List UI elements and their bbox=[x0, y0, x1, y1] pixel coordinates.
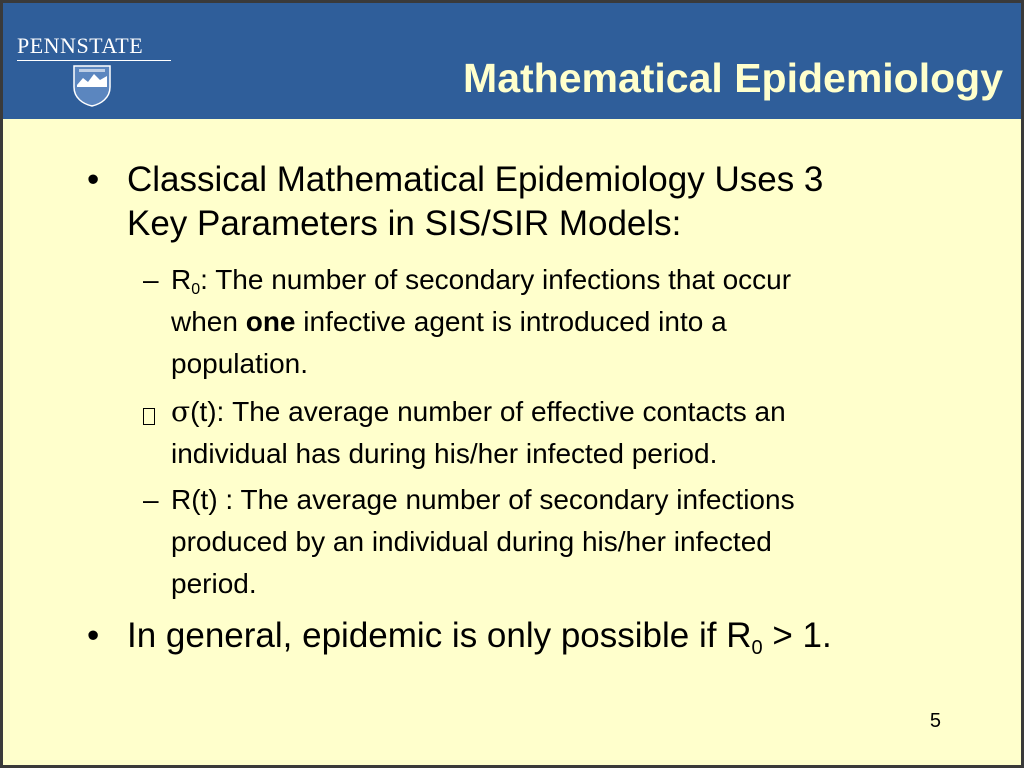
logo-wordmark: PENNSTATE bbox=[17, 33, 144, 58]
r0-subscript: 0 bbox=[751, 637, 763, 659]
bullet-text-line: Classical Mathematical Epidemiology Uses 3 bbox=[127, 160, 824, 199]
sigma-definition: (t): The average number of effective contacts an bbox=[190, 396, 786, 427]
shield-icon bbox=[73, 65, 111, 107]
missing-glyph-box-icon bbox=[143, 393, 155, 435]
slide-header bbox=[3, 3, 1021, 119]
r0-subscript: 0 bbox=[191, 281, 201, 298]
bullet-text-line: Key Parameters in SIS/SIR Models: bbox=[127, 204, 682, 243]
emphasis-one: one bbox=[245, 306, 296, 337]
sub-bullet-line bbox=[171, 391, 786, 433]
page-number: 5 bbox=[929, 710, 941, 732]
logo-rule bbox=[17, 60, 171, 61]
sub-bullet-line: period. bbox=[171, 568, 257, 599]
sub-bullet-line bbox=[171, 301, 727, 343]
sub-bullet-line: produced by an individual during his/her infected bbox=[171, 526, 772, 557]
dash-marker: – bbox=[143, 264, 159, 295]
dash-marker: – bbox=[143, 484, 159, 515]
sub-bullet-line: R(t) : The average number of secondary infections bbox=[171, 484, 795, 515]
pennstate-logo bbox=[13, 33, 175, 113]
text-segment: when bbox=[171, 306, 246, 337]
r0-definition: : The number of secondary infections that occur bbox=[200, 264, 792, 295]
bullet-marker: • bbox=[87, 616, 100, 655]
sub-bullet-line: individual has during his/her infected period. bbox=[171, 438, 718, 469]
text-segment: In general, epidemic is only possible if R bbox=[127, 616, 752, 655]
bullet-marker: • bbox=[87, 160, 100, 199]
bullet-text-line bbox=[127, 615, 832, 669]
sub-bullet-line: population. bbox=[171, 348, 309, 379]
text-segment: > 1. bbox=[762, 616, 832, 655]
page-title: Mathematical Epidemiology bbox=[463, 55, 1003, 101]
slide bbox=[3, 3, 1021, 765]
r0-symbol: R bbox=[171, 264, 192, 295]
sigma-symbol: σ bbox=[171, 395, 191, 428]
text-segment: infective agent is introduced into a bbox=[295, 306, 727, 337]
